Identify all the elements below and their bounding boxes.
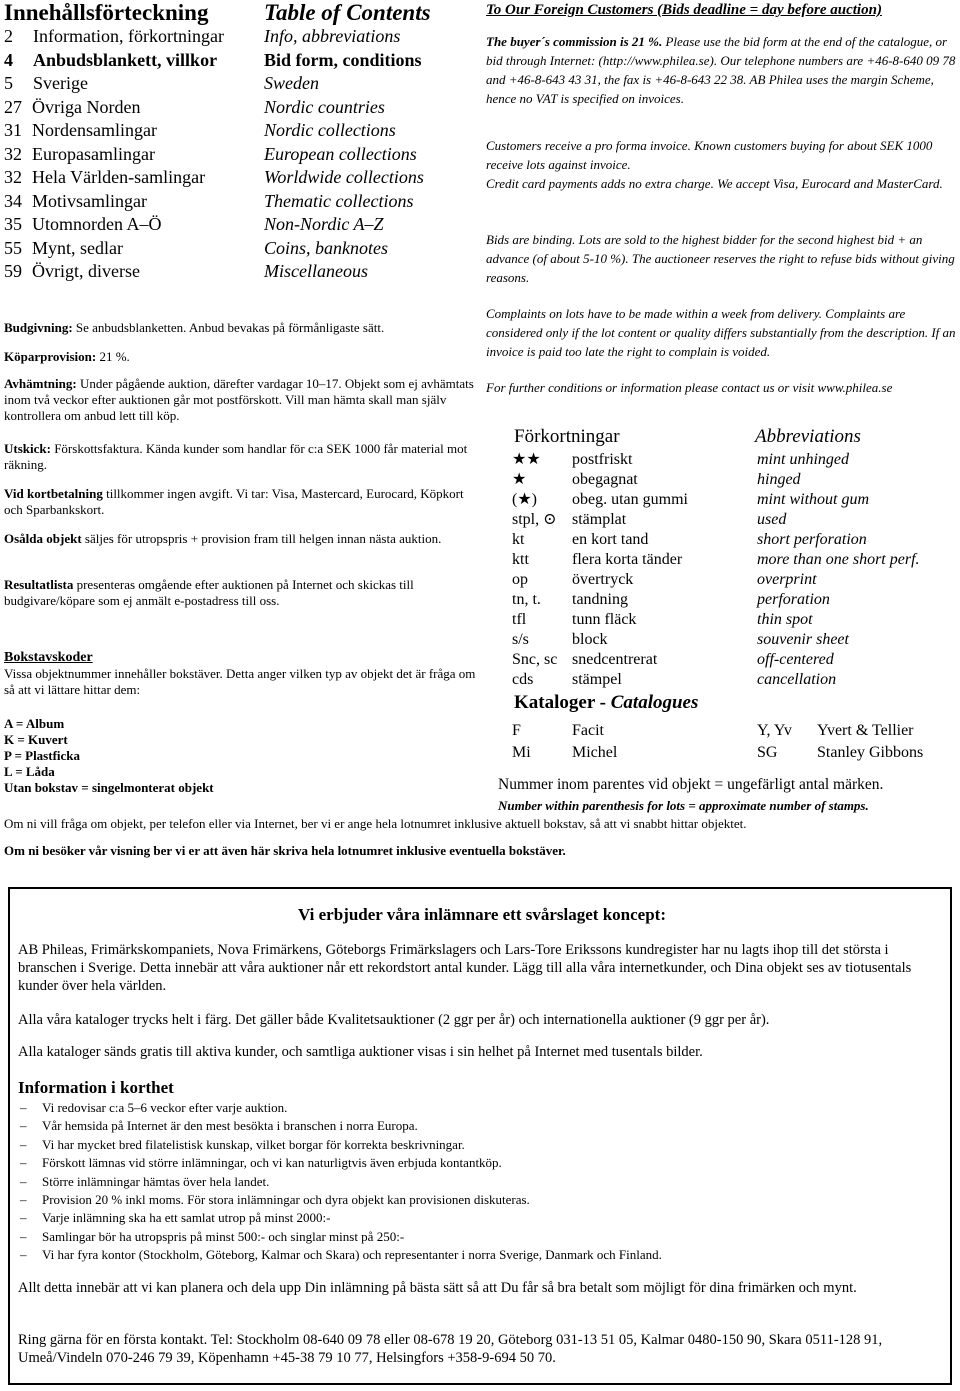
abbreviation-english: used <box>757 511 787 528</box>
toc-entry-english: Info, abbreviations <box>264 26 401 46</box>
catalogue-abbrev: F <box>512 722 521 739</box>
info-heading: Information i korthet <box>18 1078 174 1097</box>
catalogue-name: Stanley Gibbons <box>817 744 924 761</box>
abbreviation-row <box>512 450 952 470</box>
abbreviation-row <box>512 630 952 650</box>
info-bullet: – Vi redovisar c:a 5–6 veckor efter varje auktion. <box>16 1099 936 1117</box>
info-bullet: – Samlingar bör ha utropspris på minst 500:- och singlar minst på 250:- <box>16 1228 936 1246</box>
toc-entry <box>4 190 474 213</box>
toc-entry-english: European collections <box>264 143 417 164</box>
abbreviation-english: cancellation <box>757 671 837 688</box>
toc-entry <box>4 72 474 95</box>
toc-entry-swedish <box>4 166 205 189</box>
ask-about-lots-note: Om ni vill fråga om objekt, per telefon eller via Internet, ber vi er ange hela lotnumret inklusive aktuell bokstav, så att vi snabbt hittar objektet. <box>4 816 747 831</box>
contact-phone-numbers: Ring gärna för en första kontakt. Tel: Stockholm 08-640 09 78 eller 08-678 19 20, Göteborg 031-13 51 05, Kalmar 0480-150 90, Skara 0511-128 91, Umeå/Vindeln 070-246 79 39, Köpenhamn +45-38 79 10 77, Helsingfors +358-9-694 50 70. <box>18 1332 883 1366</box>
abbreviation-row <box>512 650 952 670</box>
toc-title-english: Table of Contents <box>264 0 431 25</box>
toc-entry-english: Nordic collections <box>264 120 396 140</box>
info-bullet: – Varje inlämning ska ha ett samlat utrop på minst 2000:- <box>16 1209 936 1227</box>
concept-paragraph-planning: Allt detta innebär att vi kan planera och dela upp Din inlämning på bästa sätt så att Du får så bra betalt som möjligt för dina frimärken och mynt. <box>18 1280 857 1296</box>
toc-entry <box>4 166 474 189</box>
toc-entry-english: Bid form, conditions <box>264 49 422 70</box>
abbreviation-code: cds <box>512 671 534 688</box>
catalogue-abbrev: SG <box>757 744 778 761</box>
abbreviation-code: tn, t. <box>512 591 541 608</box>
toc-entry-swedish <box>4 96 140 119</box>
abbreviations-heading-english: Abbreviations <box>755 426 861 447</box>
toc-entry <box>4 237 474 260</box>
shipping-info: Utskick: Förskottsfaktura. Kända kunder som handlar för c:a SEK 1000 får material mot räkning. <box>4 441 468 472</box>
toc-entry-label: Sverige <box>33 73 88 93</box>
abbreviation-swedish: stämpel <box>572 671 622 688</box>
toc-entry <box>4 96 474 119</box>
abbreviation-code: tfl <box>512 611 527 628</box>
result-list-info: Resultatlista presenteras omgående efter auktionen på Internet och skickas till budgivare/köpare som ej anmält e-postadress till oss. <box>4 577 414 608</box>
abbreviation-row <box>512 610 952 630</box>
toc-page-number: 31 <box>4 120 22 140</box>
info-bullet-list <box>16 1099 936 1265</box>
catalogue-abbrev: Y, Yv <box>757 722 792 739</box>
abbreviation-english: overprint <box>757 571 817 588</box>
abbreviation-swedish: tunn fläck <box>572 611 637 628</box>
letter-codes-description: Vissa objektnummer innehåller bokstäver. Detta anger vilken typ av objekt det är fråga om så att vi lättare hittar dem: <box>4 666 476 697</box>
toc-entry-label: Mynt, sedlar <box>32 237 123 258</box>
info-bullet: – Förskott lämnas vid större inlämningar, och vi kan naturligtvis även erbjuda kontantköp. <box>16 1154 936 1172</box>
abbreviation-swedish: obeg. utan gummi <box>572 491 688 508</box>
abbreviation-row <box>512 530 952 550</box>
toc-entry-swedish <box>4 190 147 213</box>
abbreviation-english: perforation <box>757 591 830 608</box>
toc-page-number: 55 <box>4 237 22 258</box>
abbreviation-code: kt <box>512 531 525 548</box>
abbreviation-english: mint unhinged <box>757 451 849 468</box>
abbreviations-heading-swedish: Förkortningar <box>514 426 620 447</box>
abbreviation-code: op <box>512 571 528 588</box>
abbreviation-code: ★ <box>512 471 527 488</box>
toc-entry-label: Europasamlingar <box>32 143 155 164</box>
abbreviation-english: mint without gum <box>757 491 870 508</box>
letter-code-item: A = Album <box>4 716 65 731</box>
viewing-note: Om ni besöker vår visning ber vi er att även här skriva hela lotnumret inklusive eventuella bokstäver. <box>4 843 566 858</box>
consignor-concept-box <box>8 887 952 1385</box>
abbreviation-swedish: stämplat <box>572 511 627 528</box>
abbreviation-swedish: övertryck <box>572 571 634 588</box>
toc-entry-english: Sweden <box>264 73 319 93</box>
toc-entry-label: Nordensamlingar <box>32 120 157 140</box>
toc-entry-english: Coins, banknotes <box>264 237 388 258</box>
toc-entry-swedish <box>4 260 140 283</box>
unsold-lots-info: Osålda objekt säljes för utropspris + provision fram till helgen innan nästa auktion. <box>4 531 442 546</box>
toc-entry-english: Thematic collections <box>264 190 414 211</box>
letter-code-item: L = Låda <box>4 764 55 779</box>
abbreviation-swedish: postfriskt <box>572 451 633 468</box>
toc-entry-english: Worldwide collections <box>264 167 424 187</box>
toc-entry <box>4 25 474 48</box>
info-bullet: – Provision 20 % inkl moms. För stora inlämningar och dyra objekt kan provisionen diskuteras. <box>16 1191 936 1209</box>
letter-code-item: Utan bokstav = singelmonterat objekt <box>4 780 214 795</box>
complaints-paragraph: Complaints on lots have to be made within a week from delivery. Complaints are considered only if the lot content or quality differs substantially from the description. If an invoice is paid too late the right to complain is voided. <box>486 306 956 359</box>
toc-entry-swedish <box>4 143 155 166</box>
pickup-info: Avhämtning: Under pågående auktion, därefter vardagar 10–17. Objekt som ej avhämtats inom två veckor efter auktionen går mot postförskott. Vill man hämta skall man själv kontrollera om anbud lett till köp. <box>4 376 474 423</box>
toc-entry <box>4 119 474 142</box>
toc-entry <box>4 49 474 72</box>
catalogue-row <box>512 742 952 764</box>
info-bullet: – Vår hemsida på Internet är den mest besökta i branschen i norra Europa. <box>16 1117 936 1135</box>
toc-entry-label: Utomnorden A–Ö <box>32 214 162 234</box>
info-bullet: – Vi har fyra kontor (Stockholm, Göteborg, Kalmar och Skara) och representanter i norra Sverige, Danmark och Finland. <box>16 1246 936 1264</box>
buyer-commission-info: Köparprovision: 21 %. <box>4 349 130 364</box>
abbreviation-english: hinged <box>757 471 801 488</box>
toc-entry-swedish <box>4 25 224 48</box>
abbreviation-english: more than one short perf. <box>757 551 920 568</box>
toc-entry <box>4 213 474 236</box>
catalogue-abbrev: Mi <box>512 744 531 761</box>
abbreviation-swedish: tandning <box>572 591 628 608</box>
toc-page-number: 2 <box>4 26 13 46</box>
abbreviation-code: s/s <box>512 631 529 648</box>
abbreviation-english: off-centered <box>757 651 834 668</box>
toc-entry-label: Övrigt, diverse <box>32 261 140 281</box>
info-bullet: – Större inlämningar hämtas över hela landet. <box>16 1173 936 1191</box>
abbreviation-code: ktt <box>512 551 529 568</box>
toc-page-number: 4 <box>4 49 13 70</box>
catalogue-row <box>512 720 952 742</box>
abbreviation-english: souvenir sheet <box>757 631 849 648</box>
concept-paragraph-free-catalogues: Alla kataloger sänds gratis till aktiva kunder, och samtliga auktioner visas i sin helhet på Internet med tusentals bilder. <box>18 1044 703 1060</box>
toc-title-swedish: Innehållsförteckning <box>4 0 209 25</box>
abbreviation-swedish: flera korta tänder <box>572 551 683 568</box>
abbreviation-code: Snc, sc <box>512 651 558 668</box>
toc-entry-label: Hela Världen-samlingar <box>32 167 206 187</box>
toc-entry-swedish <box>4 237 123 260</box>
toc-page-number: 59 <box>4 261 22 281</box>
abbreviation-swedish: block <box>572 631 608 648</box>
catalogues-heading: Kataloger - Catalogues <box>514 692 699 713</box>
card-payment-info: Vid kortbetalning tillkommer ingen avgift. Vi tar: Visa, Mastercard, Eurocard, Köpkort och Sparbankskort. <box>4 486 464 517</box>
abbreviation-swedish: snedcentrerat <box>572 651 658 668</box>
number-note-swedish: Nummer inom parentes vid objekt = ungefärligt antal märken. <box>498 776 884 793</box>
toc-entry <box>4 260 474 283</box>
abbreviation-row <box>512 570 952 590</box>
catalogue-name: Yvert & Tellier <box>817 722 914 739</box>
toc-entry-swedish <box>4 72 88 95</box>
catalogue-name: Michel <box>572 744 618 761</box>
toc-entry-label: Information, förkortningar <box>33 26 224 46</box>
abbreviation-row <box>512 510 952 530</box>
letter-codes-list <box>4 716 474 796</box>
abbreviation-code: ★★ <box>512 451 541 468</box>
abbreviation-swedish: en kort tand <box>572 531 649 548</box>
toc-entry-english: Non-Nordic A–Z <box>264 214 384 234</box>
abbreviation-swedish: obegagnat <box>572 471 638 488</box>
toc-entry-english: Miscellaneous <box>264 261 368 281</box>
toc-page-number: 34 <box>4 190 22 211</box>
toc-entry-label: Övriga Norden <box>32 96 141 117</box>
concept-paragraph-colour-catalogues: Alla våra kataloger trycks helt i färg. Det gäller både Kvalitetsauktioner (2 ggr per år) och internationella auktioner (9 ggr per år). <box>18 1012 770 1028</box>
abbreviation-english: short perforation <box>757 531 867 548</box>
letter-code-item: P = Plastficka <box>4 748 81 763</box>
bidding-info: Budgivning: Se anbudsblanketten. Anbud bevakas på förmånligaste sätt. <box>4 320 385 335</box>
toc-entry <box>4 143 474 166</box>
toc-page-number: 32 <box>4 143 22 164</box>
toc-entry-swedish <box>4 213 162 236</box>
toc-entry-label: Motivsamlingar <box>32 190 147 211</box>
concept-title: Vi erbjuder våra inlämnare ett svårslaget koncept: <box>298 905 666 924</box>
toc-entry-label: Anbudsblankett, villkor <box>33 49 218 70</box>
toc-page-number: 32 <box>4 167 22 187</box>
contact-paragraph: For further conditions or information please contact us or visit www.philea.se <box>486 380 893 395</box>
toc-entry-swedish <box>4 119 157 142</box>
abbreviation-english: thin spot <box>757 611 813 628</box>
commission-paragraph: The buyer´s commission is 21 %. Please use the bid form at the end of the catalogue, or bid through Internet: (http://www.philea.se). Our telephone numbers are +46-8-640 09 78 and +46-8-643 43 31, the fax is +46-8-643 22 38. AB Philea uses the margin Scheme, hence no VAT is specified on invoices. <box>486 34 956 106</box>
letter-codes-heading: Bokstavskoder <box>4 650 93 665</box>
abbreviation-row <box>512 670 952 690</box>
toc-page-number: 5 <box>4 73 13 93</box>
toc-entry-english: Nordic countries <box>264 96 385 117</box>
abbreviation-row <box>512 470 952 490</box>
foreign-customers-heading: To Our Foreign Customers (Bids deadline = day before auction) <box>486 2 882 18</box>
toc-page-number: 35 <box>4 214 22 234</box>
bids-paragraph: Bids are binding. Lots are sold to the highest bidder for the second highest bid + an advance (of about 5-10 %). The auctioneer reserves the right to refuse bids without giving reasons. <box>486 232 955 285</box>
credit-card-paragraph: Credit card payments adds no extra charge. We accept Visa, Eurocard and MasterCard. <box>486 176 943 191</box>
info-bullet: – Vi har mycket bred filatelistisk kunskap, vilket borgar för korrekta beskrivningar. <box>16 1136 936 1154</box>
concept-paragraph-merger: AB Phileas, Frimärkskompaniets, Nova Frimärkens, Göteborgs Frimärkslagers och Lars-Tore Erikssons kundregister har nu lagts ihop till det största i branschen i Sverige. Detta innebär att våra auktioner når ett rekordstort antal kunder. Lägg till alla våra internetkunder, och Dina objekt ses av tiotusentals kunder över hela världen. <box>18 942 912 994</box>
letter-code-item: K = Kuvert <box>4 732 68 747</box>
catalogue-name: Facit <box>572 722 604 739</box>
toc-entry-swedish <box>4 49 217 72</box>
abbreviation-row <box>512 550 952 570</box>
toc-page-number: 27 <box>4 96 22 117</box>
invoice-paragraph: Customers receive a pro forma invoice. Known customers buying for about SEK 1000 receive lots against invoice. <box>486 138 933 172</box>
abbreviation-row <box>512 490 952 510</box>
number-note-english: Number within parenthesis for lots = approximate number of stamps. <box>498 798 869 813</box>
abbreviation-code: (★) <box>512 491 537 508</box>
abbreviation-row <box>512 590 952 610</box>
abbreviation-code: stpl, ⊙ <box>512 511 557 528</box>
